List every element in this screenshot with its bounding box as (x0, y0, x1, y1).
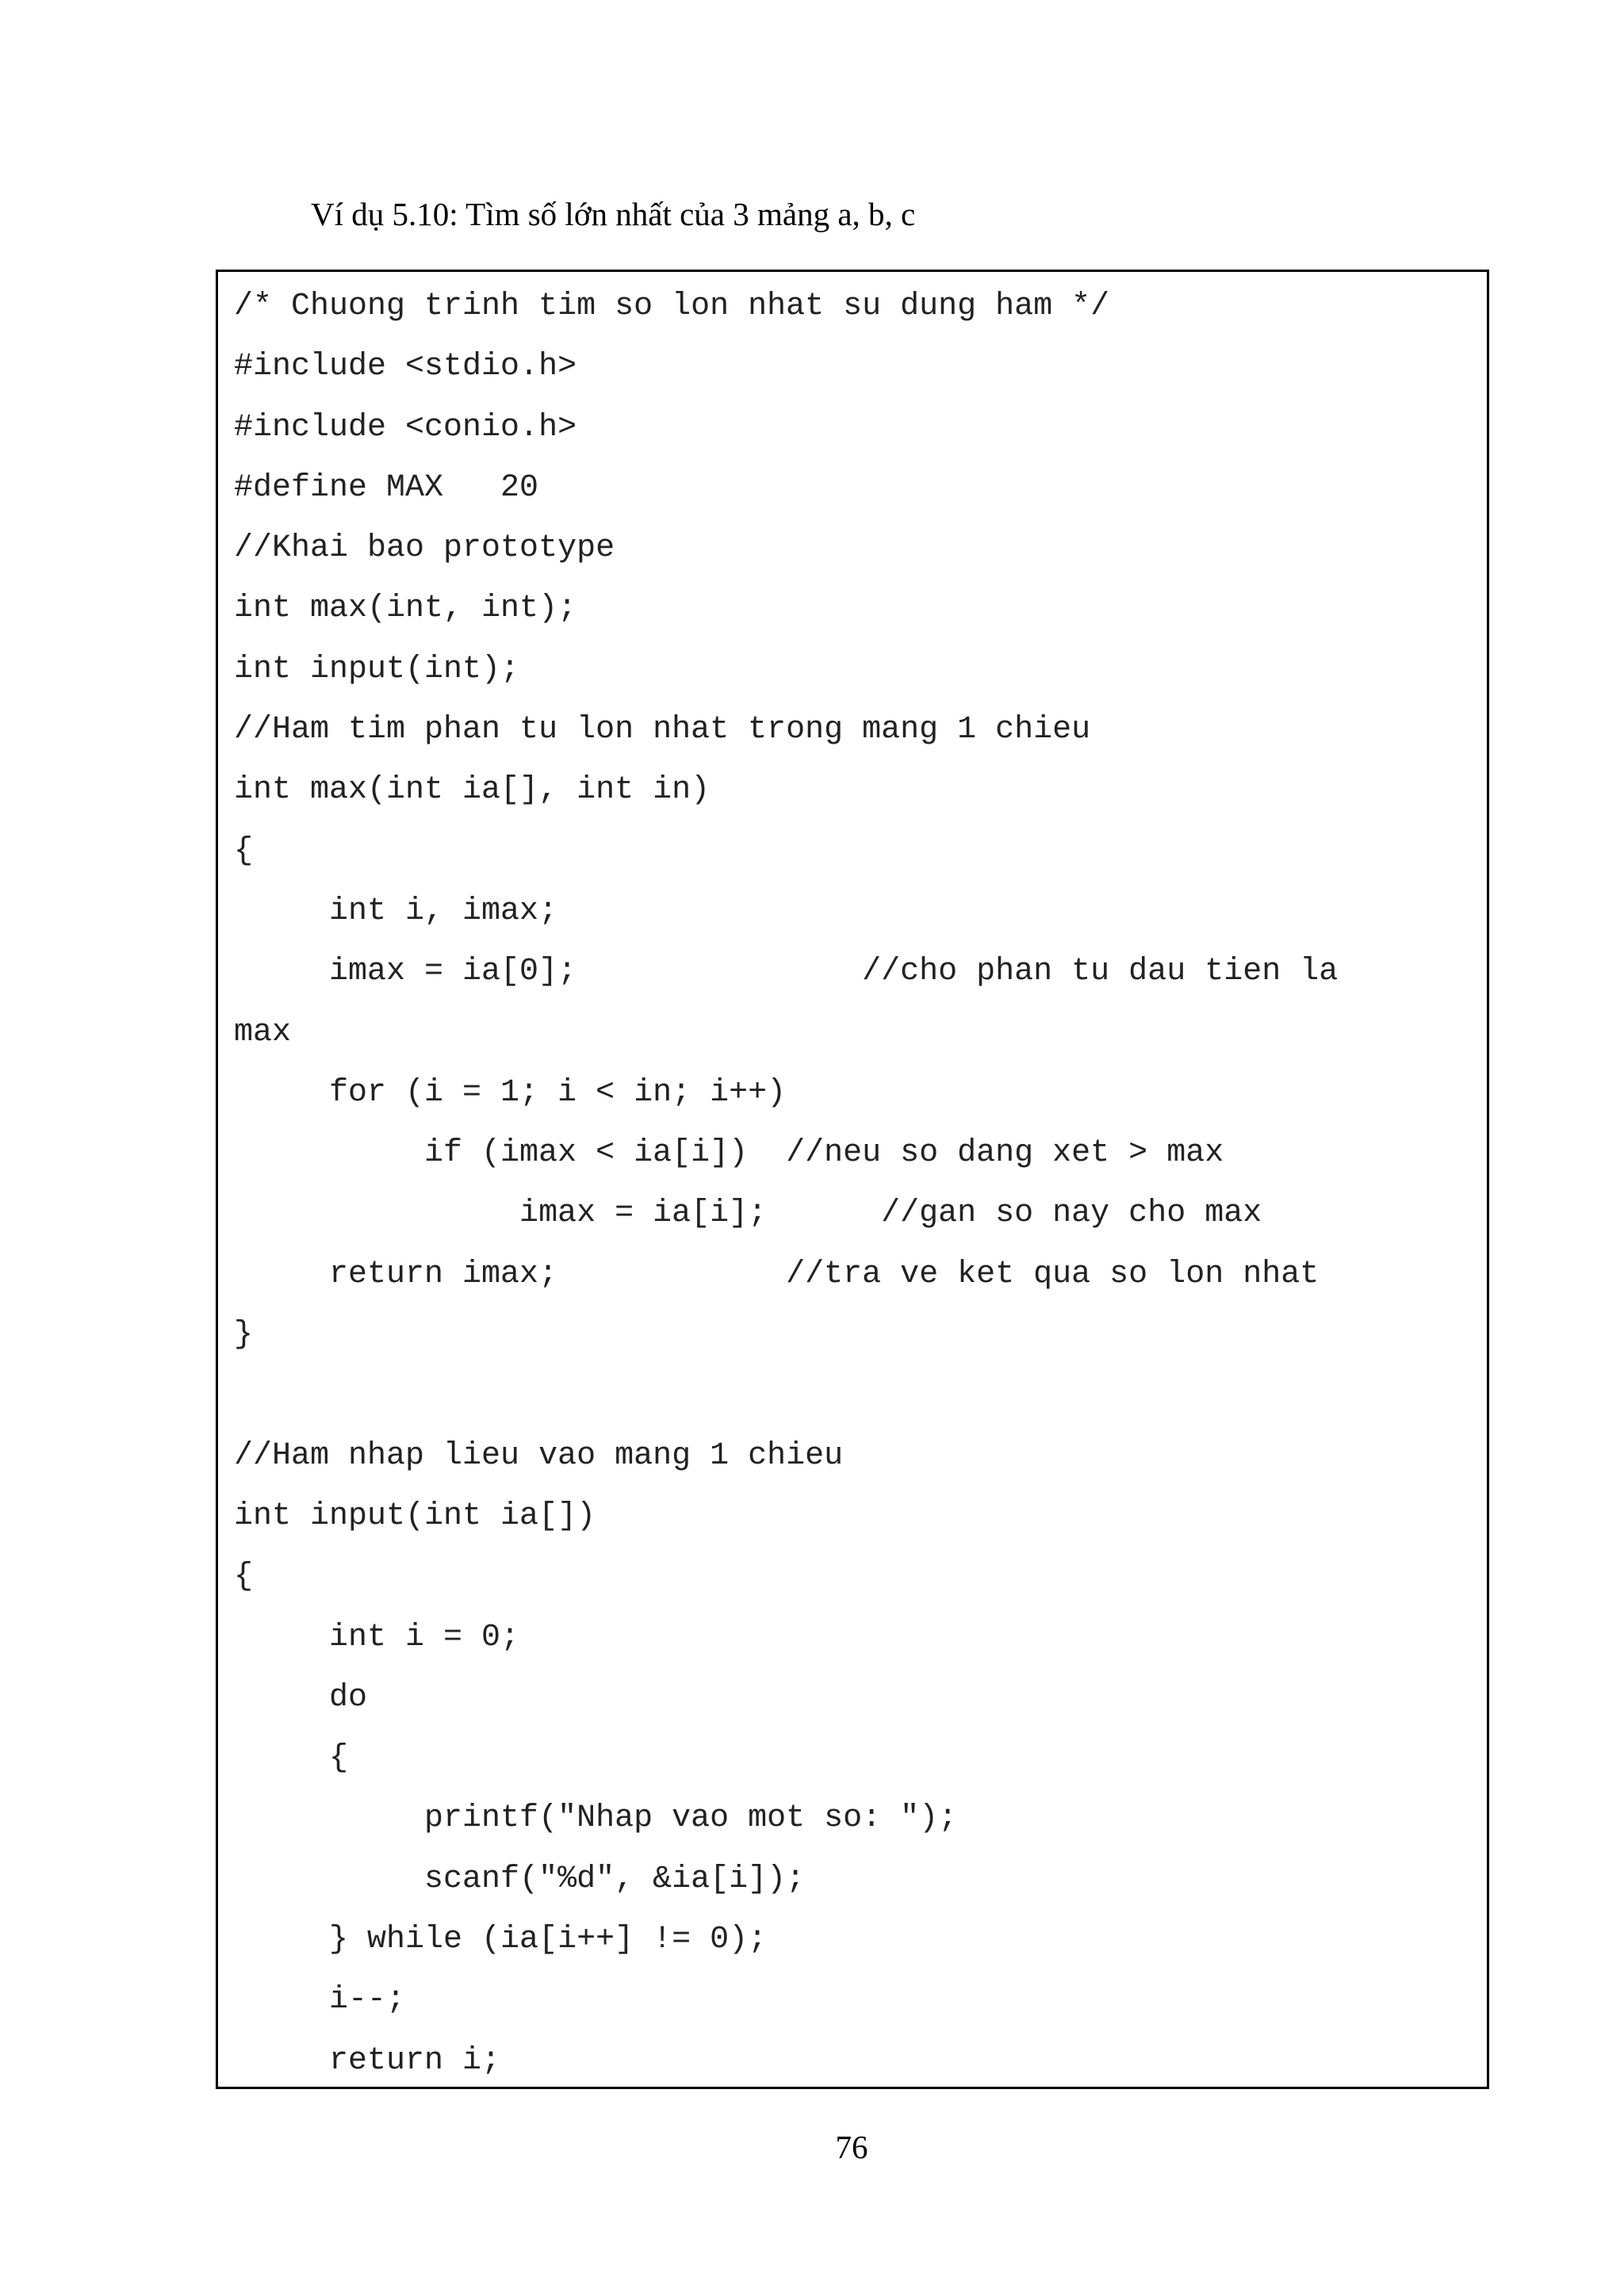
code-line: return imax; //tra ve ket qua so lon nhat (234, 1256, 1320, 1292)
code-line: { (234, 1559, 254, 1595)
code-line: { (234, 832, 254, 869)
code-line: return i; (234, 2042, 501, 2079)
code-line: int max(int, int); (234, 591, 577, 627)
code-line: do (234, 1679, 368, 1716)
code-line: int input(int); (234, 651, 520, 687)
code-line: int max(int ia[], int in) (234, 772, 710, 809)
code-line: } (234, 1317, 254, 1353)
code-line: int i = 0; (234, 1619, 520, 1655)
code-line: #define MAX 20 (234, 469, 539, 506)
page-number: 76 (835, 2129, 868, 2165)
code-listing-box (216, 270, 1489, 2089)
code-line: scanf("%d", &ia[i]); (234, 1861, 806, 1897)
code-line: #include <conio.h> (234, 409, 577, 446)
code-line: int input(int ia[]) (234, 1498, 596, 1534)
code-line: #include <stdio.h> (234, 349, 577, 385)
code-line: imax = ia[i]; //gan so nay cho max (234, 1196, 1262, 1232)
code-line: } while (ia[i++] != 0); (234, 1922, 768, 1958)
code-line: max (234, 1014, 292, 1050)
code-line: int i, imax; (234, 893, 558, 929)
code-line: { (234, 1740, 349, 1777)
code-line: if (imax < ia[i]) //neu so dang xet > max (234, 1135, 1224, 1172)
code-line: printf("Nhap vao mot so: "); (234, 1800, 958, 1837)
code-line: for (i = 1; i < in; i++) (234, 1074, 787, 1111)
code-line: imax = ia[0]; //cho phan tu dau tien la (234, 954, 1339, 990)
code-line: /* Chuong trinh tim so lon nhat su dung ham */ (234, 289, 1110, 324)
code-lines (234, 277, 1471, 2091)
code-line: //Khai bao prototype (234, 530, 615, 567)
code-line (234, 1365, 1471, 1425)
code-line: //Ham tim phan tu lon nhat trong mang 1 chieu (234, 712, 1091, 748)
example-heading: Ví dụ 5.10: Tìm số lớn nhất của 3 mảng a, b, c (311, 196, 916, 232)
code-line: //Ham nhap lieu vao mang 1 chieu (234, 1437, 844, 1474)
code-line: i--; (234, 1982, 406, 2019)
